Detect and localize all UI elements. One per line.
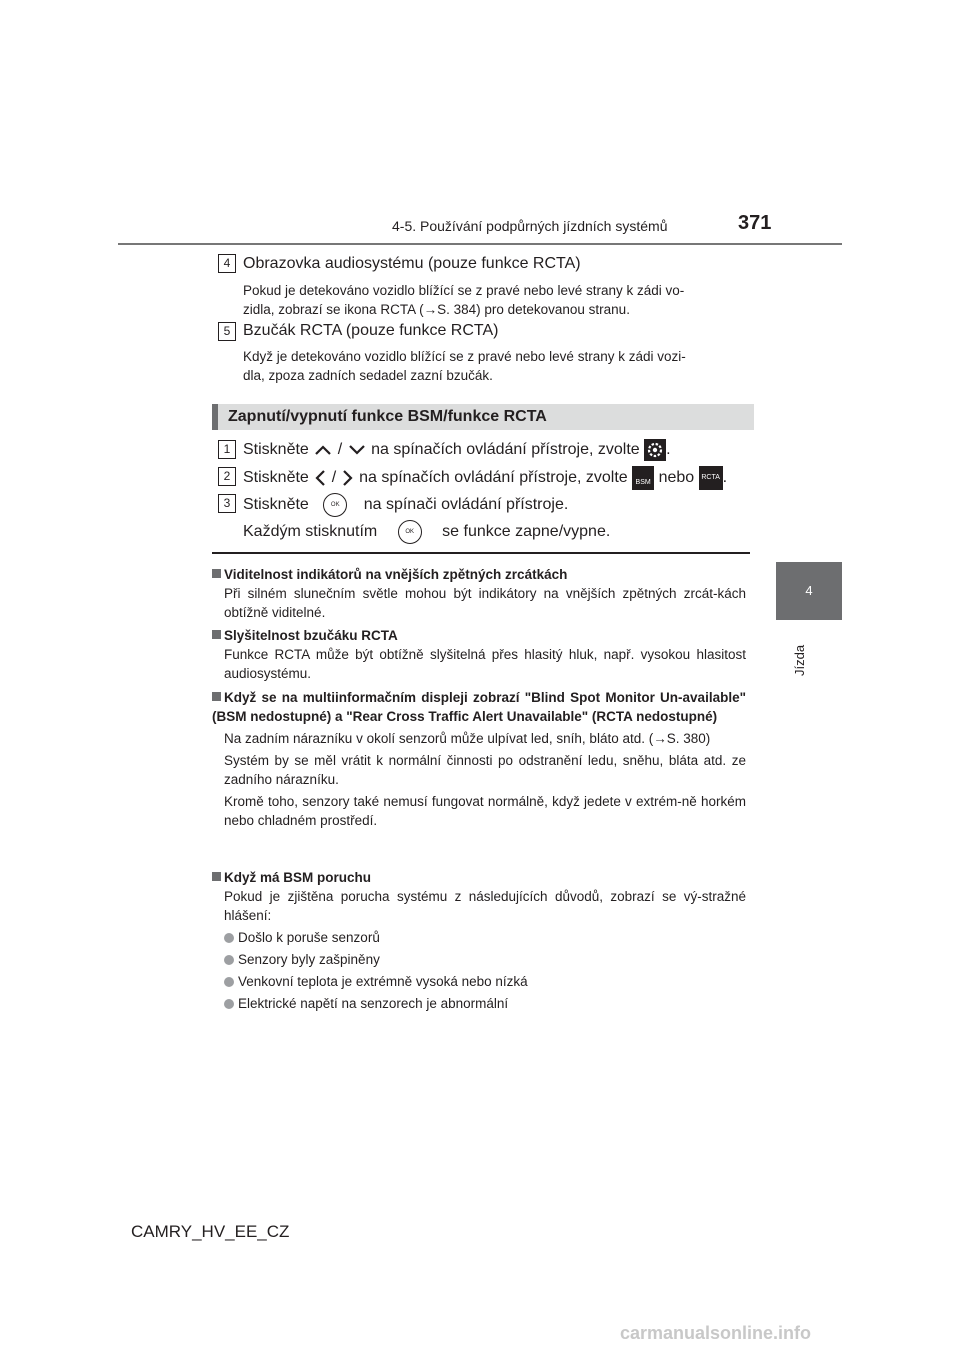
list-item [224, 996, 508, 1011]
note-rcta-buzzer [212, 626, 746, 683]
bsm-icon: BSM [632, 466, 654, 490]
item-number-4: 4 [218, 254, 236, 273]
step-3-followup [243, 520, 610, 544]
step-1-text-a: Stiskněte [243, 441, 309, 459]
item-body-buzzer-1: Když je detekováno vozidlo blížící se z pravé nebo levé strany k zádi vozi- [243, 349, 686, 364]
item-number-5: 5 [218, 322, 236, 341]
page-number: 371 [738, 212, 772, 234]
document-code: CAMRY_HV_EE_CZ [131, 1222, 290, 1241]
step-number-3: 3 [218, 494, 236, 513]
watermark: carmanualsonline.info [620, 1323, 812, 1343]
list-item-text: Elektrické napětí na senzorech je abnormální [238, 996, 509, 1011]
step-3 [243, 493, 568, 517]
note-unavailable [212, 688, 746, 830]
list-item [224, 930, 380, 945]
step-1-text-b: na spínačích ovládání přístroje, zvolte [371, 441, 640, 459]
chapter-tab: 4 [776, 562, 842, 620]
step-2 [243, 466, 727, 490]
list-item [224, 974, 528, 989]
chapter-label: Jízda [792, 644, 807, 676]
step-2-text-b: na spínačích ovládání přístroje, zvolte [359, 469, 628, 487]
note-heading [212, 565, 746, 584]
chevron-right-icon [341, 468, 355, 488]
square-bullet-icon [212, 569, 221, 578]
note-body: Při silném slunečním světle mohou být indikátory na vnějších zpětných zrcát-kách obtížně viditelné. [224, 586, 746, 620]
list-item-text: Senzory byly zašpiněny [238, 952, 380, 967]
round-bullet-icon [224, 955, 234, 965]
round-bullet-icon [224, 977, 234, 987]
note-heading-text: Když má BSM poruchu [224, 870, 372, 885]
item-title-buzzer: Bzučák RCTA (pouze funkce RCTA) [243, 322, 499, 339]
ok-button-icon: OK [323, 493, 347, 517]
running-header-section: 4-5. Používání podpůrných jízdních systémů [392, 218, 668, 234]
step-3-followup-text-b: se funkce zapne/vypne. [442, 523, 611, 541]
step-3-text-b: na spínači ovládání přístroje. [363, 496, 569, 514]
note-body: Pokud je zjištěna porucha systému z následujících důvodů, zobrazí se vý-stražné hlášení: [224, 889, 746, 923]
step-3-followup-text-a: Každým stisknutím [243, 523, 378, 541]
square-bullet-icon [212, 872, 221, 881]
note-body: Systém by se měl vrátit k normální činnosti po odstranění ledu, sněhu, bláta atd. ze zadního nárazníku. [224, 753, 746, 787]
list-item-text: Došlo k poruše senzorů [238, 930, 380, 945]
item-title-audio-screen: Obrazovka audiosystému (pouze funkce RCTA) [243, 255, 581, 272]
round-bullet-icon [224, 933, 234, 943]
list-item-text: Venkovní teplota je extrémně vysoká nebo nízká [238, 974, 528, 989]
chevron-up-icon [313, 443, 333, 457]
step-2-end: . [722, 469, 728, 487]
ok-button-icon: OK [398, 520, 422, 544]
gear-icon [644, 439, 666, 461]
step-number-1: 1 [218, 440, 236, 459]
note-mirror-indicators [212, 565, 746, 622]
rcta-icon: RCTA [699, 466, 723, 490]
section-heading: Zapnutí/vypnutí funkce BSM/funkce RCTA [228, 408, 547, 425]
section-heading-bar [212, 404, 754, 430]
note-heading-text: Slyšitelnost bzučáku RCTA [224, 628, 398, 643]
chevron-down-icon [347, 443, 367, 457]
step-2-slash: / [331, 469, 337, 487]
note-body: Funkce RCTA může být obtížně slyšitelná přes hlasitý hluk, např. vysokou hlasitost audiosystému. [224, 647, 746, 681]
round-bullet-icon [224, 999, 234, 1009]
step-number-2: 2 [218, 467, 236, 486]
step-2-nebo: nebo [658, 469, 695, 487]
step-3-text-a: Stiskněte [243, 496, 309, 514]
step-2-text-a: Stiskněte [243, 469, 309, 487]
square-bullet-icon [212, 692, 221, 701]
step-1-slash: / [337, 441, 343, 459]
item-body-buzzer-2: dla, zpoza zadních sedadel zazní bzučák. [243, 368, 493, 383]
notes-divider [212, 552, 750, 554]
note-bsm-malfunction [212, 868, 746, 925]
note-body: Na zadním nárazníku v okolí senzorů může ulpívat led, sníh, bláto atd. (→S. 380) [224, 731, 711, 746]
note-body: Kromě toho, senzory také nemusí fungovat normálně, když jedete v extrém-ně horkém nebo chladném prostředí. [224, 794, 746, 828]
item-body-audio-screen-1: Pokud je detekováno vozidlo blížící se z pravé nebo levé strany k zádi vo- [243, 283, 685, 298]
step-1-end: . [666, 441, 671, 459]
note-heading-text: Viditelnost indikátorů na vnějších zpětných zrcátkách [224, 567, 568, 582]
step-1 [243, 439, 671, 461]
note-heading [212, 626, 746, 645]
header-rule [118, 243, 842, 245]
note-heading [212, 688, 746, 726]
note-heading-text: Když se na multiinformačním displeji zobrazí "Blind Spot Monitor Un-available" (BSM nedostupné) a "Rear Cross Traffic Alert Unavailable" (RCTA nedostupné) [212, 690, 746, 724]
square-bullet-icon [212, 630, 221, 639]
chevron-left-icon [313, 468, 327, 488]
item-body-audio-screen-2: zidla, zobrazí se ikona RCTA (→S. 384) pro detekovanou stranu. [243, 302, 630, 317]
note-heading [212, 868, 746, 887]
list-item [224, 952, 380, 967]
